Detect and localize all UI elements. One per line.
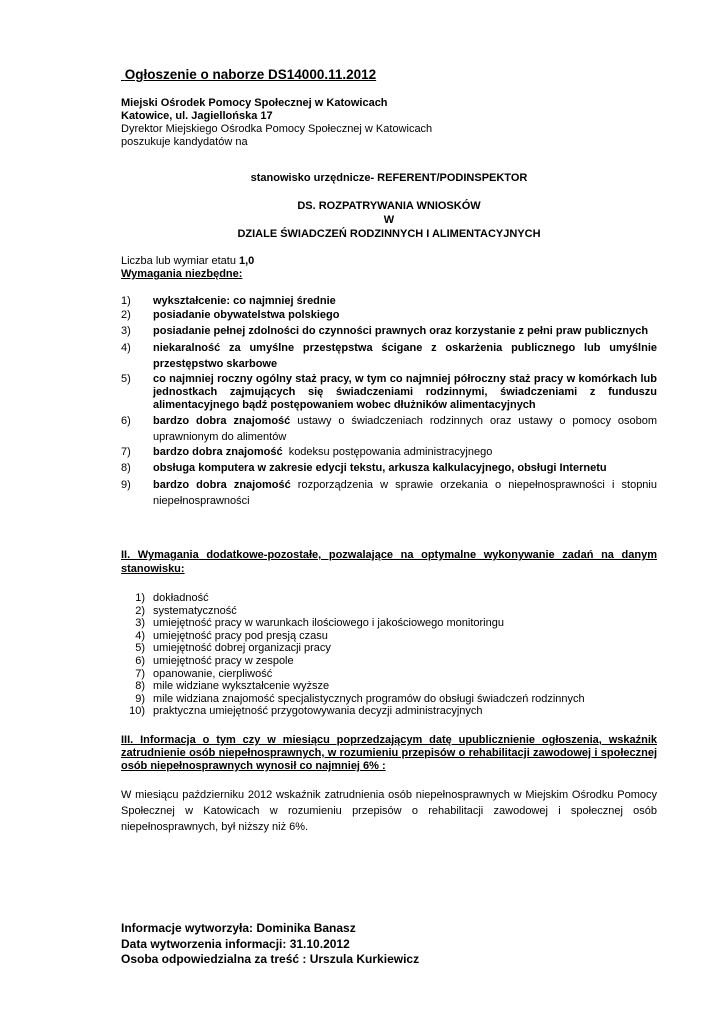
workload-label: Liczba lub wymiar etatu — [121, 255, 239, 267]
requirements-list — [121, 295, 661, 510]
additional-text: opanowanie, cierpliwość — [153, 667, 273, 680]
requirement-bold-text: posiadanie pełnej zdolności do czynności prawnych oraz korzystanie z pełni praw publicznych — [153, 325, 649, 337]
requirement-number: 5) — [121, 373, 131, 385]
additional-item — [121, 668, 657, 681]
requirement-item — [121, 295, 657, 308]
requirement-text: rozporządzenia w sprawie orzekania o niepełnosprawności i stopniu niepełnosprawności — [153, 479, 661, 507]
organization-seeking: poszukuje kandydatów na — [121, 136, 248, 148]
position-line-3: W — [383, 214, 395, 226]
organization-address: Katowice, ul. Jagiellońska 17 — [121, 110, 273, 122]
footer-block — [121, 921, 419, 968]
requirement-bold-text: bardzo dobra znajomość — [153, 446, 283, 458]
information-heading: III. Informacja o tym czy w miesiącu poprzedzającym datę upublicznienie ogłoszenia, wskaźnik zatrudnienie osób niepełnosprawnych, w rozumieniu przepisów o rehabilitacji zawodowej i społecznej osób niepełnosprawnych wynosił co najmniej 6% : — [121, 734, 657, 772]
requirement-bold-text: co najmniej roczny ogólny staż pracy, w tym co najmniej półroczny staż pracy w komórkach lub jednostkach zajmujących się świadczeniami rodzinnymi, świadczeniami z funduszu alimentacyjnego bądź postępowaniem wobec dłużników alimentacyjnych — [153, 373, 657, 411]
requirement-item — [121, 413, 661, 445]
requirement-item — [121, 323, 657, 339]
additional-text: umiejętność pracy pod presją czasu — [153, 629, 328, 642]
organization-director: Dyrektor Miejskiego Ośrodka Pomocy Społecznej w Katowicach — [121, 123, 433, 135]
requirement-item — [121, 373, 657, 412]
position-title: stanowisko urzędnicze- REFERENT/PODINSPEKTOR — [250, 172, 528, 184]
requirement-item — [121, 309, 657, 322]
additional-number: 2) — [135, 604, 145, 617]
additional-number: 5) — [135, 642, 145, 655]
additional-text: praktyczna umiejętność przygotowywania decyzji administracyjnych — [153, 705, 483, 718]
page-title — [121, 67, 376, 82]
requirement-bold-text: posiadanie obywatelstwa polskiego — [153, 309, 340, 321]
organization-block — [121, 97, 432, 149]
additional-item — [121, 592, 657, 605]
requirement-number: 8) — [121, 462, 131, 474]
footer-author: Informacje wytworzyła: Dominika Banasz — [121, 921, 356, 935]
requirement-item — [121, 340, 657, 372]
position-line-4: DZIALE ŚWIADCZEŃ RODZINNYCH I ALIMENTACYJNYCH — [237, 228, 541, 240]
requirement-item — [121, 446, 657, 459]
requirements-heading: Wymagania niezbędne: — [121, 268, 243, 280]
requirement-item — [121, 477, 661, 509]
additional-number: 9) — [135, 692, 145, 705]
additional-text: umiejętność pracy w warunkach ilościowego i jakościowego monitoringu — [153, 617, 504, 630]
footer-responsible: Osoba odpowiedzialna za treść : Urszula Kurkiewicz — [121, 952, 420, 966]
additional-item — [121, 680, 657, 693]
additional-number: 7) — [135, 667, 145, 680]
title-text: Ogłoszenie o naborze DS14000.11.2012 — [124, 67, 377, 82]
additional-text: systematyczność — [153, 604, 237, 617]
requirement-bold-text: niekaralność za umyślne przestępstwa ścigane z oskarżenia publicznego lub umyślnie przestępstwo skarbowe — [153, 342, 657, 370]
position-department — [121, 199, 657, 241]
additional-item — [121, 617, 657, 630]
additional-item — [121, 642, 657, 655]
additional-text: dokładność — [153, 592, 209, 604]
workload-line — [121, 255, 254, 268]
additional-number: 4) — [135, 629, 145, 642]
additional-item — [121, 655, 657, 668]
additional-number: 6) — [135, 654, 145, 667]
additional-text: mile widziana znajomość specjalistycznych programów do obsługi świadczeń rodzinnych — [153, 692, 585, 705]
requirement-bold-text: wykształcenie: co najmniej średnie — [153, 295, 336, 307]
requirement-item — [121, 460, 657, 476]
requirement-number: 1) — [121, 295, 131, 307]
additional-number: 8) — [135, 680, 145, 693]
footer-date: Data wytworzenia informacji: 31.10.2012 — [121, 936, 350, 951]
additional-number: 10) — [129, 705, 145, 718]
requirement-number: 9) — [121, 479, 131, 491]
workload-value: 1,0 — [239, 255, 255, 267]
requirement-text: ustawy o świadczeniach rodzinnych oraz ustawy o pomocy osobom uprawnionym do alimentów — [153, 415, 661, 443]
additional-number: 1) — [135, 592, 145, 604]
additional-item — [121, 605, 657, 618]
requirement-bold-text: bardzo dobra znajomość — [153, 415, 291, 427]
requirement-text: kodeksu postępowania administracyjnego — [282, 446, 493, 458]
workload-block — [121, 255, 254, 281]
additional-item — [121, 693, 657, 706]
position-line-2: DS. ROZPATRYWANIA WNIOSKÓW — [297, 200, 481, 212]
additional-text: umiejętność pracy w zespole — [153, 654, 294, 667]
requirement-number: 7) — [121, 446, 131, 458]
organization-name: Miejski Ośrodek Pomocy Społecznej w Katowicach — [121, 97, 388, 109]
additional-number: 3) — [135, 617, 145, 630]
requirement-bold-text: obsługa komputera w zakresie edycji tekstu, arkusza kalkulacyjnego, obsługi Internetu — [153, 462, 607, 474]
additional-heading: II. Wymagania dodatkowe-pozostałe, pozwalające na optymalne wykonywanie zadań na danym stanowisku: — [121, 549, 657, 575]
requirement-number: 4) — [121, 342, 131, 354]
additional-item — [121, 630, 657, 643]
additional-text: umiejętność dobrej organizacji pracy — [153, 642, 331, 655]
information-paragraph: W miesiącu październiku 2012 wskaźnik zatrudnienia osób niepełnosprawnych w Miejskim Ośrodku Pomocy Społecznej w Katowicach w rozumieniu przepisów o rehabilitacji zawodowej i społecznej osób niepełnosprawnych, był niższy niż 6%. — [121, 789, 657, 833]
requirement-number: 6) — [121, 415, 131, 427]
additional-text: mile widziane wykształcenie wyższe — [153, 680, 330, 693]
requirement-number: 3) — [121, 325, 131, 337]
requirement-number: 2) — [121, 309, 131, 321]
additional-list — [121, 592, 657, 718]
requirement-bold-text: bardzo dobra znajomość — [153, 479, 291, 491]
additional-item — [121, 705, 657, 718]
